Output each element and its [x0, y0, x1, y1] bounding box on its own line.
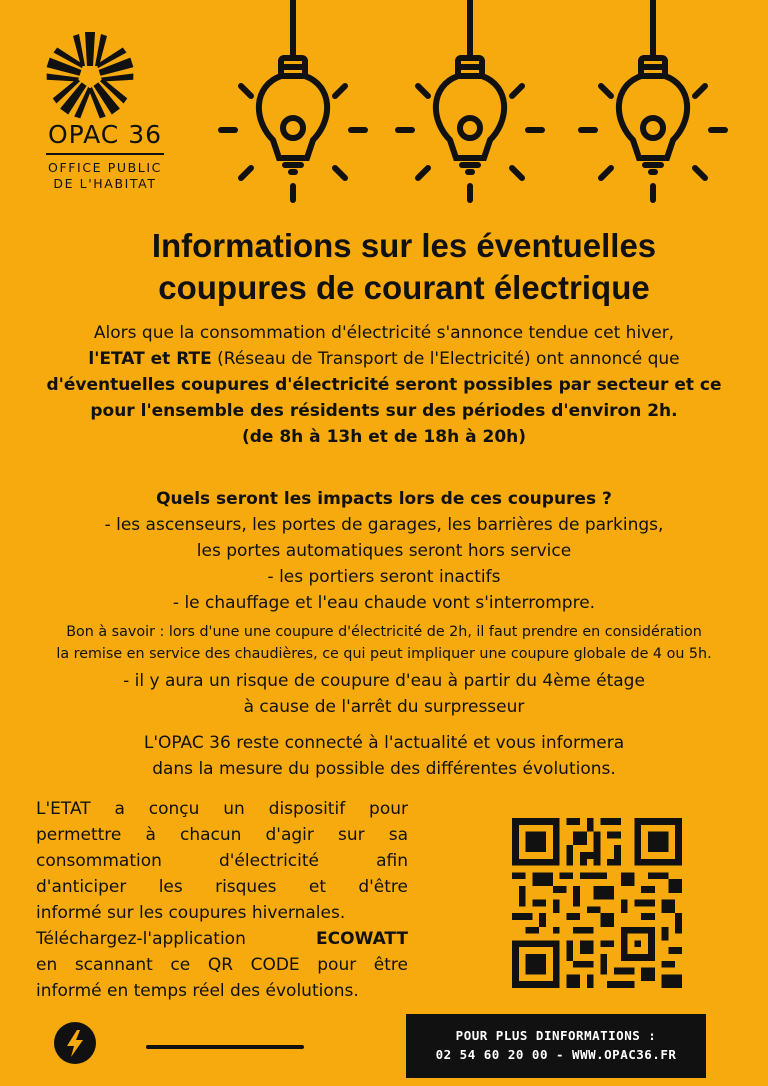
title-line-1: Informations sur les éventuelles — [151, 227, 657, 264]
note-line-1: Bon à savoir : lors d'une une coupure d'électricité de 2h, il faut prendre en considération — [66, 624, 702, 640]
contact-box — [406, 1014, 706, 1078]
impact-item: - il y aura un risque de coupure d'eau à partir du 4ème étage — [123, 671, 645, 691]
impact-item: - les portiers seront inactifs — [267, 567, 501, 587]
contact-heading: POUR PLUS DINFORMATIONS : — [455, 1028, 657, 1043]
qr-code-icon[interactable] — [512, 818, 682, 988]
ecowatt-line: informé en temps réel des évolutions. — [36, 981, 359, 1001]
ecowatt-app-name: ECOWATT — [316, 929, 408, 949]
light-bulb-icon — [221, 0, 365, 200]
contact-details[interactable]: 02 54 60 20 00 - WWW.OPAC36.FR — [435, 1047, 677, 1062]
intro-rest: (Réseau de Transport de l'Electricité) ont annoncé que — [211, 349, 680, 369]
impact-item: - le chauffage et l'eau chaude vont s'interrompre. — [172, 593, 596, 613]
lightning-bolt-icon — [54, 1022, 96, 1064]
connected-line-1: L'OPAC 36 reste connecté à l'actualité et vous informera — [143, 733, 625, 753]
light-bulb-icon — [581, 0, 725, 200]
intro-line-5: (de 8h à 13h et de 18h à 20h) — [241, 427, 527, 447]
footer-divider — [146, 1045, 304, 1049]
ecowatt-line: informé sur les coupures hivernales. — [36, 903, 346, 923]
impact-item: à cause de l'arrêt du surpresseur — [243, 697, 525, 717]
logo-divider — [46, 153, 164, 155]
logo-subtitle-1: OFFICE PUBLIC — [48, 160, 162, 175]
ecowatt-line — [36, 926, 408, 952]
ecowatt-line: en scannant ce QR CODE pour être — [36, 955, 408, 975]
ecowatt-line: consommation d'électricité afin — [36, 851, 408, 871]
title-line-2: coupures de courant électrique — [158, 269, 650, 306]
impacts-heading: Quels seront les impacts lors de ces coupures ? — [156, 489, 612, 509]
ecowatt-download-text: Téléchargez-l'application — [36, 929, 246, 949]
intro-line-4: pour l'ensemble des résidents sur des périodes d'environ 2h. — [90, 401, 678, 421]
intro-line-2 — [0, 346, 768, 372]
ecowatt-line: permettre à chacun d'agir sur sa — [36, 825, 408, 845]
light-bulb-icon — [398, 0, 542, 200]
ecowatt-line: d'anticiper les risques et d'être — [36, 877, 408, 897]
light-bulbs-illustration — [200, 0, 768, 215]
page-title — [0, 225, 768, 309]
ecowatt-paragraph — [36, 796, 408, 1004]
note-line-2: la remise en service des chaudières, ce qui peut impliquer une coupure globale de 4 ou 5h. — [56, 646, 712, 662]
intro-line-1: Alors que la consommation d'électricité s'annonce tendue cet hiver, — [93, 323, 675, 343]
impact-item: - les ascenseurs, les portes de garages, les barrières de parkings, — [104, 515, 664, 535]
intro-line-3: d'éventuelles coupures d'électricité seront possibles par secteur et ce — [46, 375, 722, 395]
connected-line-2: dans la mesure du possible des différentes évolutions. — [152, 759, 616, 779]
logo-subtitle-2: DE L'HABITAT — [53, 176, 157, 191]
impact-item: les portes automatiques seront hors service — [196, 541, 572, 561]
logo-title: OPAC 36 — [47, 120, 163, 149]
ecowatt-line: L'ETAT a conçu un dispositif pour — [36, 799, 408, 819]
intro-bold: l'ETAT et RTE — [88, 349, 212, 369]
